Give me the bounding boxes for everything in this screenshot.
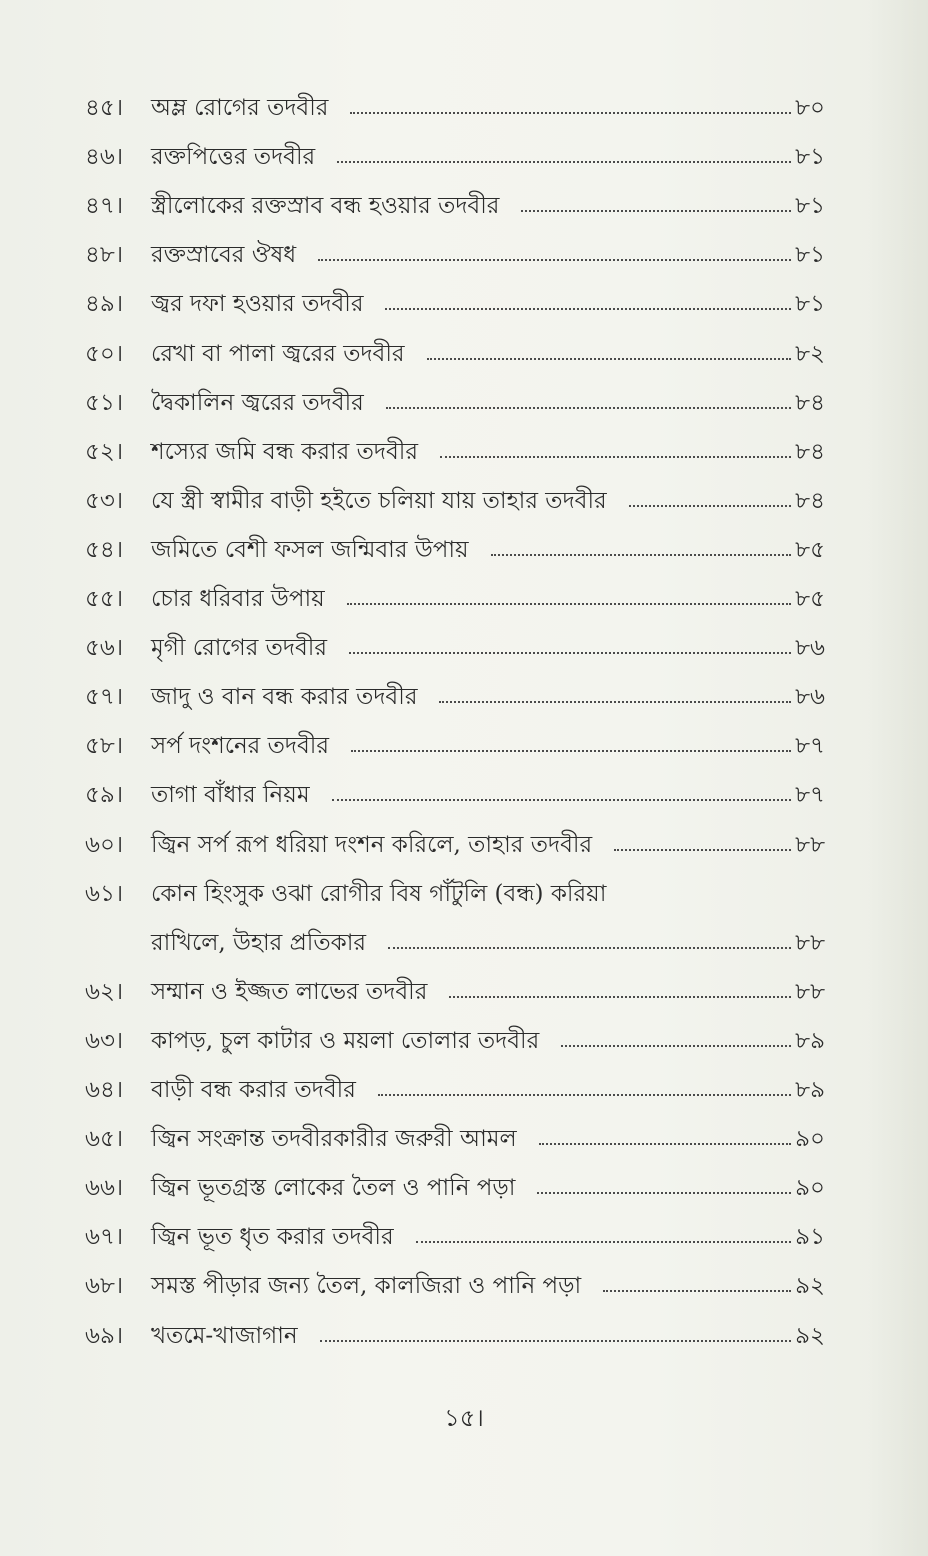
dot-leader: [614, 849, 791, 851]
toc-entry: [85, 677, 825, 717]
entry-title: স্ত্রীলোকের রক্তস্রাব বন্ধ হওয়ার তদবীর: [151, 193, 500, 220]
toc-entry: [85, 1316, 825, 1356]
entry-number: ৪৭।: [85, 193, 124, 220]
entry-number: ৬১।: [85, 880, 124, 907]
entry-page-number: ৯০: [795, 1175, 825, 1202]
toc-entry: [85, 579, 825, 619]
entry-number: ৬৪।: [85, 1077, 124, 1103]
dot-leader: [320, 1340, 791, 1342]
dot-leader: [347, 603, 791, 605]
entry-title: চোর ধরিবার উপায়: [151, 586, 325, 612]
entry-page-number: ৮৮: [795, 978, 825, 1005]
toc-entry: [85, 137, 825, 177]
entry-page-number: ৯২: [795, 1322, 825, 1349]
toc-entry: [85, 88, 825, 128]
entry-number: ৫৮।: [85, 733, 124, 760]
toc-entry: [85, 972, 825, 1012]
toc-entry-continuation: [85, 923, 825, 963]
dot-leader: [386, 407, 791, 409]
entry-number: ৫৫।: [85, 586, 124, 612]
entry-page-number: ৮৪: [795, 438, 825, 465]
entry-page-number: ৮০: [795, 95, 825, 121]
dot-leader: [537, 1192, 791, 1194]
entry-page-number: ৯১: [795, 1224, 825, 1251]
dot-leader: [416, 1241, 791, 1243]
dot-leader: [337, 161, 791, 163]
entry-page-number: ৮৮: [795, 929, 825, 956]
entry-number: ৫৬।: [85, 635, 124, 662]
entry-number: ৪৯।: [85, 291, 124, 318]
entry-number: ৬৮।: [85, 1273, 124, 1300]
toc-entry: [85, 775, 825, 815]
toc-entry: [85, 1168, 825, 1208]
toc-entry: [85, 284, 825, 324]
dot-leader: [521, 210, 791, 212]
entry-page-number: ৮১: [795, 144, 825, 171]
toc-entry: [85, 186, 825, 226]
entry-number: ৪৮।: [85, 242, 124, 269]
entry-number: ৪৬।: [85, 144, 124, 171]
toc-entry: [85, 334, 825, 374]
dot-leader: [385, 308, 791, 310]
entry-title: যে স্ত্রী স্বামীর বাড়ী হইতে চলিয়া যায় তাহার তদবীর: [151, 487, 607, 514]
entry-title: অম্ল রোগের তদবীর: [151, 95, 329, 121]
toc-entry: [85, 1070, 825, 1110]
entry-number: ৫৪।: [85, 536, 124, 563]
entry-page-number: ৮৭: [795, 782, 825, 809]
entry-page-number: ৮৪: [795, 389, 825, 416]
dot-leader: [350, 112, 791, 114]
entry-title: সম্মান ও ইজ্জত লাভের তদবীর: [151, 978, 428, 1005]
dot-leader: [561, 1045, 791, 1047]
entry-page-number: ৮৯: [795, 1027, 825, 1054]
entry-title: কোন হিংসুক ওঝা রোগীর বিষ গাঁটুলি (বন্ধ) করিয়া: [151, 880, 607, 907]
entry-title-continuation: রাখিলে, উহার প্রতিকার: [151, 929, 367, 956]
entry-title: জমিতে বেশী ফসল জন্মিবার উপায়: [151, 536, 469, 563]
entry-number: ৫২।: [85, 438, 124, 465]
toc-entry: [85, 1119, 825, 1159]
entry-number: ৫০।: [85, 340, 124, 367]
entry-title: রক্তপিত্তের তদবীর: [151, 144, 316, 171]
entry-page-number: ৮৮: [795, 831, 825, 858]
toc-entry: [85, 530, 825, 570]
entry-number: ৫১।: [85, 389, 124, 416]
entry-page-number: ৮৪: [795, 487, 825, 514]
entry-number: ৬৯।: [85, 1322, 124, 1349]
entry-title: জ্বিন ভূতগ্রস্ত লোকের তৈল ও পানি পড়া: [151, 1175, 516, 1202]
page-edge-shadow: [868, 0, 928, 1556]
toc-entry: [85, 628, 825, 668]
toc-entry: [85, 235, 825, 275]
entry-number: ৬৬।: [85, 1175, 124, 1202]
entry-page-number: ৮১: [795, 193, 825, 220]
entry-number: ৫৭।: [85, 684, 124, 711]
dot-leader: [427, 358, 791, 360]
dot-leader: [629, 505, 791, 507]
entry-title: সমস্ত পীড়ার জন্য তৈল, কালজিরা ও পানি পড়া: [151, 1273, 582, 1300]
dot-leader: [349, 652, 791, 654]
toc-entry: [85, 1217, 825, 1257]
entry-title: রেখা বা পালা জ্বরের তদবীর: [151, 340, 405, 367]
entry-title: রক্তস্রাবের ঔষধ: [151, 242, 297, 269]
entry-number: ৬২।: [85, 978, 124, 1005]
toc-entry: [85, 874, 825, 914]
entry-page-number: ৯২: [795, 1273, 825, 1300]
entry-title: শস্যের জমি বন্ধ করার তদবীর: [151, 438, 418, 465]
toc-entry: [85, 383, 825, 423]
entry-number: ৬০।: [85, 831, 124, 858]
entry-page-number: ৮৭: [795, 733, 825, 760]
entry-title: জ্বর দফা হওয়ার তদবীর: [151, 291, 364, 318]
dot-leader: [332, 799, 791, 801]
entry-number: ৬৫।: [85, 1126, 124, 1153]
entry-number: ৫৩।: [85, 487, 124, 514]
entry-title: মৃগী রোগের তদবীর: [151, 635, 328, 662]
dot-leader: [603, 1290, 791, 1292]
entry-title: জ্বিন সংক্রান্ত তদবীরকারীর জরুরী আমল: [151, 1126, 517, 1153]
entry-title: খতমে-খাজাগান: [151, 1322, 298, 1349]
entry-number: ৪৫।: [85, 95, 124, 121]
entry-page-number: ৮৫: [795, 536, 825, 563]
dot-leader: [351, 750, 791, 752]
entry-title: জ্বিন সর্প রূপ ধরিয়া দংশন করিলে, তাহার তদবীর: [151, 831, 593, 858]
entry-title: কাপড়, চুল কাটার ও ময়লা তোলার তদবীর: [151, 1027, 540, 1054]
entry-title: সর্প দংশনের তদবীর: [151, 733, 330, 760]
entry-title: তাগা বাঁধার নিয়ম: [151, 782, 310, 809]
entry-title: জাদু ও বান বন্ধ করার তদবীর: [151, 684, 418, 711]
entry-page-number: ৯০: [795, 1126, 825, 1153]
dot-leader: [539, 1143, 791, 1145]
toc-entry: [85, 1021, 825, 1061]
dot-leader: [491, 554, 791, 556]
toc-entry: [85, 432, 825, 472]
entry-page-number: ৮১: [795, 291, 825, 318]
entry-number: ৬৩।: [85, 1027, 124, 1054]
entry-page-number: ৮৬: [795, 684, 825, 711]
entry-page-number: ৮১: [795, 242, 825, 269]
toc-entry: [85, 481, 825, 521]
entry-page-number: ৮৫: [795, 586, 825, 612]
dot-leader: [388, 947, 791, 949]
toc-entry: [85, 825, 825, 865]
entry-number: ৫৯।: [85, 782, 124, 809]
entry-page-number: ৮৬: [795, 635, 825, 662]
entry-page-number: ৮৯: [795, 1077, 825, 1103]
dot-leader: [439, 701, 791, 703]
dot-leader: [378, 1094, 791, 1096]
entry-number: ৬৭।: [85, 1224, 124, 1251]
entry-title: দ্বৈকালিন জ্বরের তদবীর: [151, 389, 364, 416]
entry-page-number: ৮২: [795, 340, 825, 367]
entry-title: বাড়ী বন্ধ করার তদবীর: [151, 1077, 356, 1103]
dot-leader: [440, 456, 791, 458]
dot-leader: [449, 996, 791, 998]
toc-entry: [85, 1266, 825, 1306]
toc-entry: [85, 726, 825, 766]
entry-title: জ্বিন ভূত ধৃত করার তদবীর: [151, 1224, 394, 1251]
dot-leader: [318, 259, 791, 261]
page-number: ১৫।: [444, 1404, 484, 1432]
